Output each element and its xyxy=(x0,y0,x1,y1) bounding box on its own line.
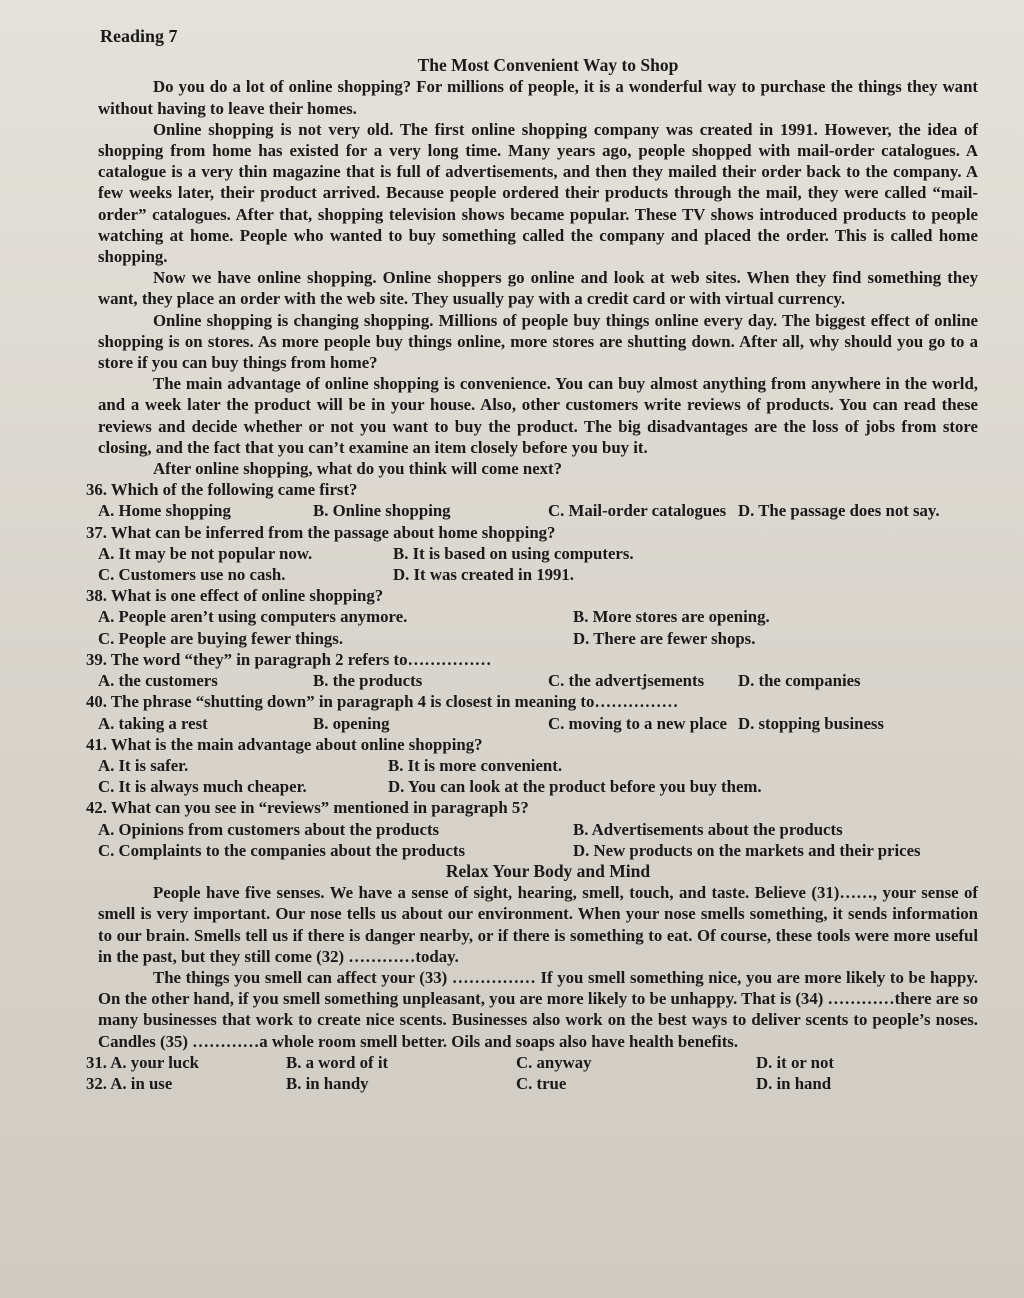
option-31a[interactable]: 31. A. your luck xyxy=(86,1052,200,1072)
question-38-options xyxy=(78,606,978,648)
question-41-options xyxy=(78,755,978,797)
option-36d[interactable]: D. The passage does not say. xyxy=(738,501,940,521)
question-41: 41. What is the main advantage about online shopping? xyxy=(86,734,483,754)
question-39-options xyxy=(78,670,978,691)
worksheet-content xyxy=(78,26,978,1094)
option-39d[interactable]: D. the companies xyxy=(738,671,861,691)
option-32a[interactable]: 32. A. in use xyxy=(86,1073,173,1093)
question-39: 39. The word “they” in paragraph 2 refers to…………… xyxy=(86,649,492,669)
option-40c[interactable]: C. moving to a new place xyxy=(548,713,727,733)
passage1-paragraph: Now we have online shopping. Online shoppers go online and look at web sites. When they find something they want, they place an order with the web site. They usually pay with a credit card or with virtual currency. xyxy=(98,268,978,309)
option-39c[interactable]: C. the advertjsements xyxy=(548,671,705,691)
option-38b[interactable]: B. More stores are opening. xyxy=(573,607,770,627)
question-36: 36. Which of the following came first? xyxy=(86,480,358,500)
passage1-title: The Most Convenient Way to Shop xyxy=(417,55,679,76)
passage1-paragraph: Online shopping is not very old. The first online shopping company was created in 1991. However, the idea of shopping from home has existed for a very long time. Many years ago, people shopped with mail-order catalogues. A catalogue is a very thin magazine that is full of advertisements, and then they mailed their order back to the company. A few weeks later, their product arrived. Because people ordered their products through the mail, they were called “mail-order” catalogues. After that, shopping television shows became popular. These TV shows introduced products to people watching at home. People who wanted to buy something called the company and placed the order. This is called home shopping. xyxy=(98,119,978,267)
question-40: 40. The phrase “shutting down” in paragraph 4 is closest in meaning to…………… xyxy=(86,692,679,712)
option-42d[interactable]: D. New products on the markets and their prices xyxy=(573,840,921,860)
cloze-32-options xyxy=(78,1073,978,1094)
option-42b[interactable]: B. Advertisements about the products xyxy=(573,819,843,839)
option-32c[interactable]: C. true xyxy=(516,1073,567,1093)
option-38a[interactable]: A. People aren’t using computers anymore. xyxy=(98,607,408,627)
passage1-paragraph: Online shopping is changing shopping. Millions of people buy things online every day. The biggest effect of online shopping is on stores. As more people buy things online, more stores are shutting down. After all, why should you go to a store if you can buy things from home? xyxy=(98,310,978,373)
option-41d[interactable]: D. You can look at the product before you buy them. xyxy=(388,777,762,797)
passage2-title: Relax Your Body and Mind xyxy=(445,860,651,881)
option-37a[interactable]: A. It may be not popular now. xyxy=(98,543,313,563)
option-40a[interactable]: A. taking a rest xyxy=(98,713,208,733)
option-31c[interactable]: C. anyway xyxy=(516,1052,592,1072)
option-40b[interactable]: B. opening xyxy=(313,713,390,733)
option-36c[interactable]: C. Mail-order catalogues xyxy=(548,501,727,521)
passage2-paragraph: The things you smell can affect your (33) …………… If you smell something nice, you are more likely to be happy. On the other hand, if you smell something unpleasant, you are more likely to be unhappy. That is (34) …………there are so many businesses that work to create nice scents. Businesses also work on the best ways to deliver scents to people’s noses. Candles (35) …………a whole room smell better. Oils and soaps also have health benefits. xyxy=(98,967,978,1051)
question-40-options xyxy=(78,713,978,734)
passage1-paragraph: After online shopping, what do you think will come next? xyxy=(153,459,563,479)
option-31b[interactable]: B. a word of it xyxy=(286,1052,389,1072)
question-37-options xyxy=(78,543,978,585)
question-36-options xyxy=(78,500,978,521)
option-39b[interactable]: B. the products xyxy=(313,671,423,691)
question-42-options xyxy=(78,819,978,840)
option-37c[interactable]: C. Customers use no cash. xyxy=(98,565,286,585)
passage1-paragraph: The main advantage of online shopping is convenience. You can buy almost anything from anywhere in the world, and a week later the product will be in your house. Also, other customers write reviews of products. You can read these reviews and decide whether or not you want to buy the product. The big disadvantages are the loss of jobs from store closing, and the fact that you can’t examine an item closely before you buy it. xyxy=(98,374,978,457)
question-38: 38. What is one effect of online shopping? xyxy=(86,586,384,606)
option-37d[interactable]: D. It was created in 1991. xyxy=(393,565,575,585)
option-41c[interactable]: C. It is always much cheaper. xyxy=(98,777,307,797)
question-42-options-row2 xyxy=(78,840,978,861)
reading-label: Reading 7 xyxy=(100,26,178,46)
option-31d[interactable]: D. it or not xyxy=(756,1052,834,1072)
option-36b[interactable]: B. Online shopping xyxy=(313,501,451,521)
cloze-31-options xyxy=(78,1052,978,1073)
option-32d[interactable]: D. in hand xyxy=(756,1073,832,1093)
option-42a[interactable]: A. Opinions from customers about the products xyxy=(98,819,440,839)
option-36a[interactable]: A. Home shopping xyxy=(98,501,231,521)
option-39a[interactable]: A. the customers xyxy=(98,671,218,691)
option-37b[interactable]: B. It is based on using computers. xyxy=(393,543,634,563)
question-37: 37. What can be inferred from the passage about home shopping? xyxy=(86,522,556,542)
option-38d[interactable]: D. There are fewer shops. xyxy=(573,628,756,648)
option-40d[interactable]: D. stopping business xyxy=(738,713,884,733)
option-41a[interactable]: A. It is safer. xyxy=(98,755,189,775)
question-42: 42. What can you see in “reviews” mentioned in paragraph 5? xyxy=(86,798,529,818)
option-42c[interactable]: C. Complaints to the companies about the products xyxy=(98,840,466,860)
option-38c[interactable]: C. People are buying fewer things. xyxy=(98,628,344,648)
option-32b[interactable]: B. in handy xyxy=(286,1073,369,1093)
passage1-paragraph: Do you do a lot of online shopping? For millions of people, it is a wonderful way to purchase the things they want without having to leave their homes. xyxy=(98,77,978,118)
option-41b[interactable]: B. It is more convenient. xyxy=(388,755,563,775)
passage2-paragraph: People have five senses. We have a sense of sight, hearing, smell, touch, and taste. Believe (31)……, your sense of smell is very important. Our nose tells us about our environment. When your nose smells something, it sends information to our brain. Smells tell us if there is danger nearby, or if there is something to eat. Of course, these tools were more useful in the past, but they still come (32) …………today. xyxy=(98,883,978,966)
